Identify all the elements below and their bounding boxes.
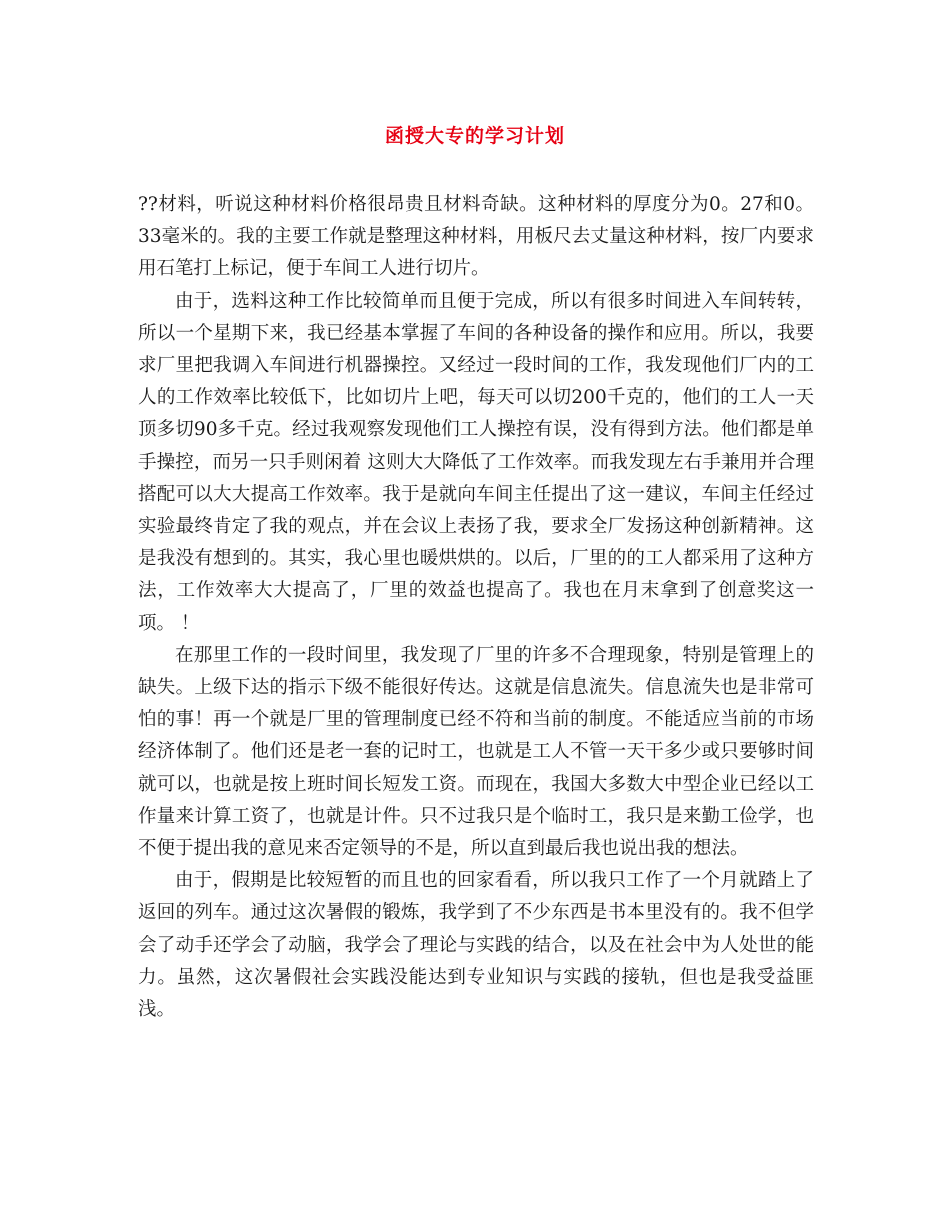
document-title: 函授大专的学习计划 [384,125,565,147]
paragraph-4: 由于，假期是比较短暂的而且也的回家看看，所以我只工作了一个月就踏上了返回的列车。通过这次暑假的锻炼，我学到了不少东西是书本里没有的。我不但学会了动手还学会了动脑，我学会了理论与实践的结合，以及在社会中为人处世的能力。虽然，这次暑假社会实践没能达到专业知识与实践的接轨，但也是我受益匪浅。 [138,870,814,1021]
document-body [138,189,814,1026]
paragraph-1: ??材料，听说这种材料价格很昂贵且材料奇缺。这种材料的厚度分为0。27和0。33毫米的。我的主要工作就是整理这种材料，用板尺去丈量这种材料，按厂内要求用石笔打上标记，便于车间工人进行切片。 [138,194,814,280]
paragraph-2: 由于，选料这种工作比较简单而且便于完成，所以有很多时间进入车间转转，所以一个星期下来，我已经基本掌握了车间的各种设备的操作和应用。所以，我要求厂里把我调入车间进行机器操控。又经过一段时间的工作，我发现他们厂内的工人的工作效率比较低下，比如切片上吧，每天可以切200千克的，他们的工人一天顶多切90多千克。经过我观察发现他们工人操控有误，没有得到方法。他们都是单手操控，而另一只手则闲着 这则大大降低了工作效率。而我发现左右手兼用并合理搭配可以大大提高工作效率。我于是就向车间主任提出了这一建议，车间主任经过实验最终肯定了我的观点，并在会议上表扬了我，要求全厂发扬这种创新精神。这是我没有想到的。其实，我心里也暖烘烘的。以后，厂里的的工人都采用了这种方法，工作效率大大提高了，厂里的效益也提高了。我也在月末拿到了创意奖这一项。 ！ [138,290,814,634]
paragraph-3: 在那里工作的一段时间里，我发现了厂里的许多不合理现象，特别是管理上的缺失。上级下达的指示下级不能很好传达。这就是信息流失。信息流失也是非常可怕的事！再一个就是厂里的管理制度已经不符和当前的制度。不能适应当前的市场经济体制了。他们还是老一套的记时工，也就是工人不管一天干多少或只要够时间就可以，也就是按上班时间长短发工资。而现在，我国大多数大中型企业已经以工作量来计算工资了，也就是计件。只不过我只是个临时工，我只是来勤工俭学，也不便于提出我的意见来否定领导的不是，所以直到最后我也说出我的想法。 [138,644,814,860]
